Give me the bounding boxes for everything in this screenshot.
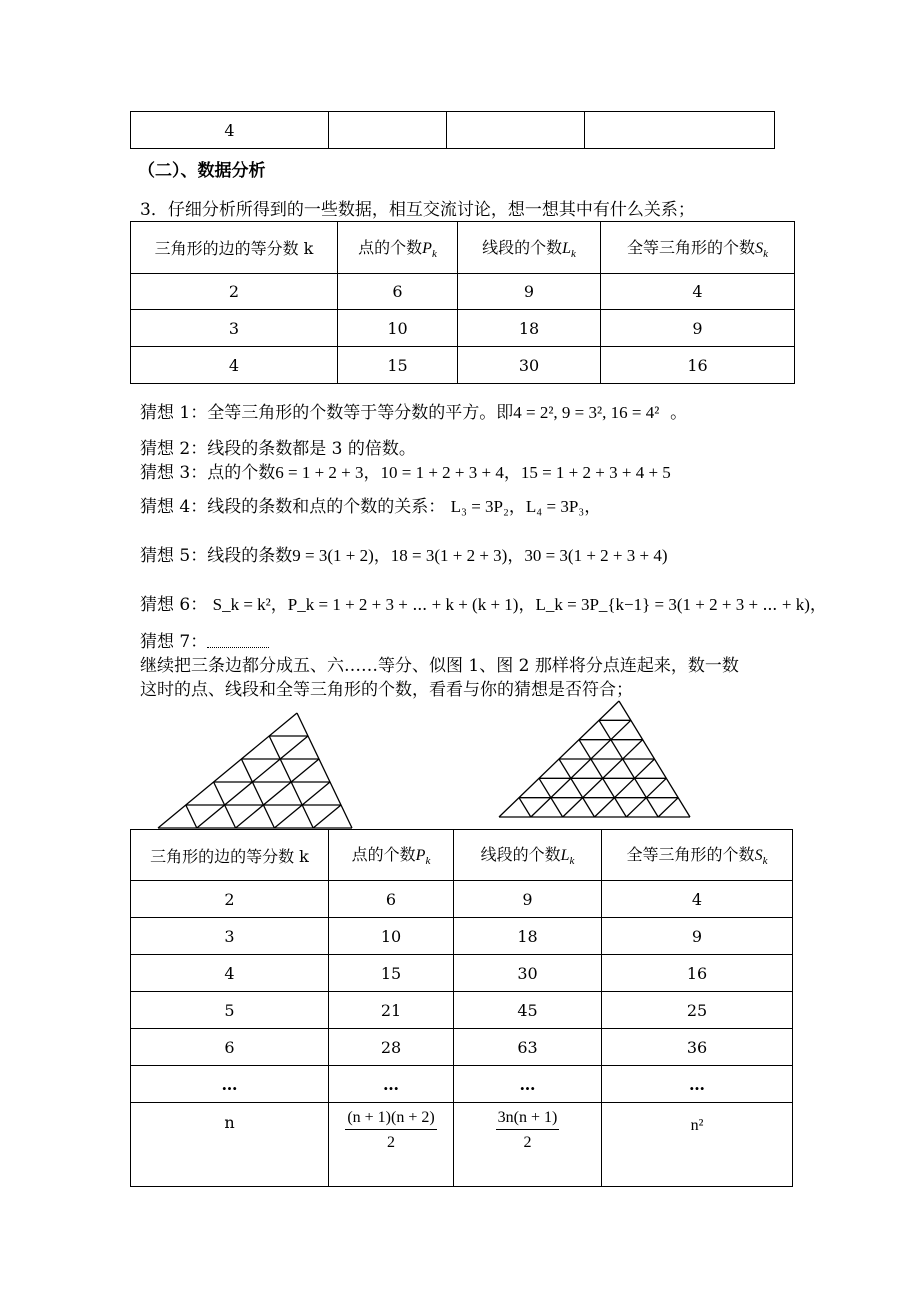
cell-k: 5 [131,992,329,1029]
header-segments: 线段的个数$L_k$ [454,830,602,881]
triangle-grid-figure-2 [494,696,694,822]
cell-triangles: … [602,1066,793,1103]
cell-segments: 30 [458,347,601,384]
table-row [131,1066,793,1103]
cell-segments: … [454,1066,602,1103]
cell-k: n [131,1103,329,1187]
cell-k: 4 [131,347,338,384]
guess-3: 猜想 3：点的个数6 = 1 + 2 + 3，10 = 1 + 2 + 3 + 4，15 = 1 + 2 + 3 + 4 + 5 [140,463,671,483]
grid-line-parallel-left [531,720,631,817]
cell-segments-formula [454,1103,602,1187]
points-denominator: 2 [386,1134,395,1151]
header-divisions: 三角形的边的等分数 k [131,222,338,274]
grid-line-parallel-left [313,805,341,828]
table-row [131,310,795,347]
cell-segments: 45 [454,992,602,1029]
continue-text-2: 这时的点、线段和全等三角形的个数，看看与你的猜想是否符合； [140,680,633,700]
data-table-2 [130,829,793,1187]
segments-denominator: 2 [523,1134,532,1151]
guess-7: 猜想 7： [140,627,269,652]
table-row-general [131,1103,793,1187]
cell-points: 28 [329,1029,454,1066]
table-row [131,881,793,918]
cell-triangles: 16 [602,955,793,992]
guess-1: 猜想 1：全等三角形的个数等于等分数的平方。即4 = 2², 9 = 3², 16 = 4² 。 [140,403,688,423]
header-points: 点的个数$P_k$ [338,222,458,274]
cell-triangles: 16 [601,347,795,384]
ellipsis-dots [207,637,269,648]
guess-5: 猜想 5：线段的条数9 = 3(1 + 2)，18 = 3(1 + 2 + 3)，30 = 3(1 + 2 + 3 + 4) [140,546,668,566]
table-row [131,992,793,1029]
cell-segments: 30 [454,955,602,992]
cell-triangles: 4 [602,881,793,918]
cell-segments: 9 [454,881,602,918]
top-table-fragment [130,111,775,149]
cell-segments: 18 [454,918,602,955]
header-triangles: 全等三角形的个数$S_k$ [601,222,795,274]
table-row [131,955,793,992]
top-table-empty-cell [447,112,585,149]
cell-triangles: 25 [602,992,793,1029]
cell-triangles-formula: n² [602,1103,793,1187]
cell-segments: 18 [458,310,601,347]
table-row [131,918,793,955]
cell-points: 21 [329,992,454,1029]
cell-k: 4 [131,955,329,992]
grid-line-parallel-right [559,759,595,817]
top-table-k-cell: 4 [131,112,329,149]
cell-points: … [329,1066,454,1103]
cell-points-formula [329,1103,454,1187]
cell-points: 6 [329,881,454,918]
guess-6: 猜想 6： S_k = k²，P_k = 1 + 2 + 3 + ⋯ + k + (k + 1)，L_k = 3P_{k−1} = 3(1 + 2 + 3 + ⋯ + k)， [140,595,827,615]
header-triangles: 全等三角形的个数$S_k$ [602,830,793,881]
cell-triangles: 36 [602,1029,793,1066]
cell-points: 6 [338,274,458,310]
grid-line-parallel-left [236,759,319,828]
cell-points: 15 [329,955,454,992]
table-row [131,1029,793,1066]
cell-k: 3 [131,310,338,347]
guess-4: 猜想 4：线段的条数和点的个数的关系： L₃ = 3P₂，L₄ = 3P₃， [140,497,602,517]
cell-k: 3 [131,918,329,955]
cell-triangles: 4 [601,274,795,310]
grid-line-parallel-right [519,798,531,817]
grid-line-parallel-left [658,798,678,817]
section-heading: （二）、数据分析 [138,161,266,181]
grid-line-parallel-left [595,759,655,817]
table-row [131,274,795,310]
cell-triangles: 9 [601,310,795,347]
header-points: 点的个数$P_k$ [329,830,454,881]
cell-segments: 63 [454,1029,602,1066]
points-numerator: (n + 1)(n + 2) [345,1109,436,1130]
grid-line-parallel-right [241,759,274,828]
table-row [131,347,795,384]
cell-segments: 9 [458,274,601,310]
triangle-grid-figure-1 [150,708,360,833]
cell-points: 10 [329,918,454,955]
segments-numerator: 3n(n + 1) [496,1109,560,1130]
cell-k: 2 [131,881,329,918]
guess-2: 猜想 2：线段的条数都是 3 的倍数。 [140,439,416,459]
continue-text-1: 继续把三条边都分成五、六……等分、似图 1、图 2 那样将分点连起来，数一数 [140,656,739,676]
header-divisions: 三角形的边的等分数 k [131,830,329,881]
top-table-empty-cell [329,112,447,149]
data-table-1 [130,221,795,384]
prompt-3: 3．仔细分析所得到的一些数据，相互交流讨论，想一想其中有什么关系； [140,200,695,220]
cell-points: 10 [338,310,458,347]
cell-k: … [131,1066,329,1103]
grid-line-parallel-right [186,805,197,828]
cell-points: 15 [338,347,458,384]
cell-triangles: 9 [602,918,793,955]
cell-k: 6 [131,1029,329,1066]
grid-line-parallel-right [599,720,658,817]
top-table-empty-cell [585,112,775,149]
header-segments: 线段的个数$L_k$ [458,222,601,274]
cell-k: 2 [131,274,338,310]
